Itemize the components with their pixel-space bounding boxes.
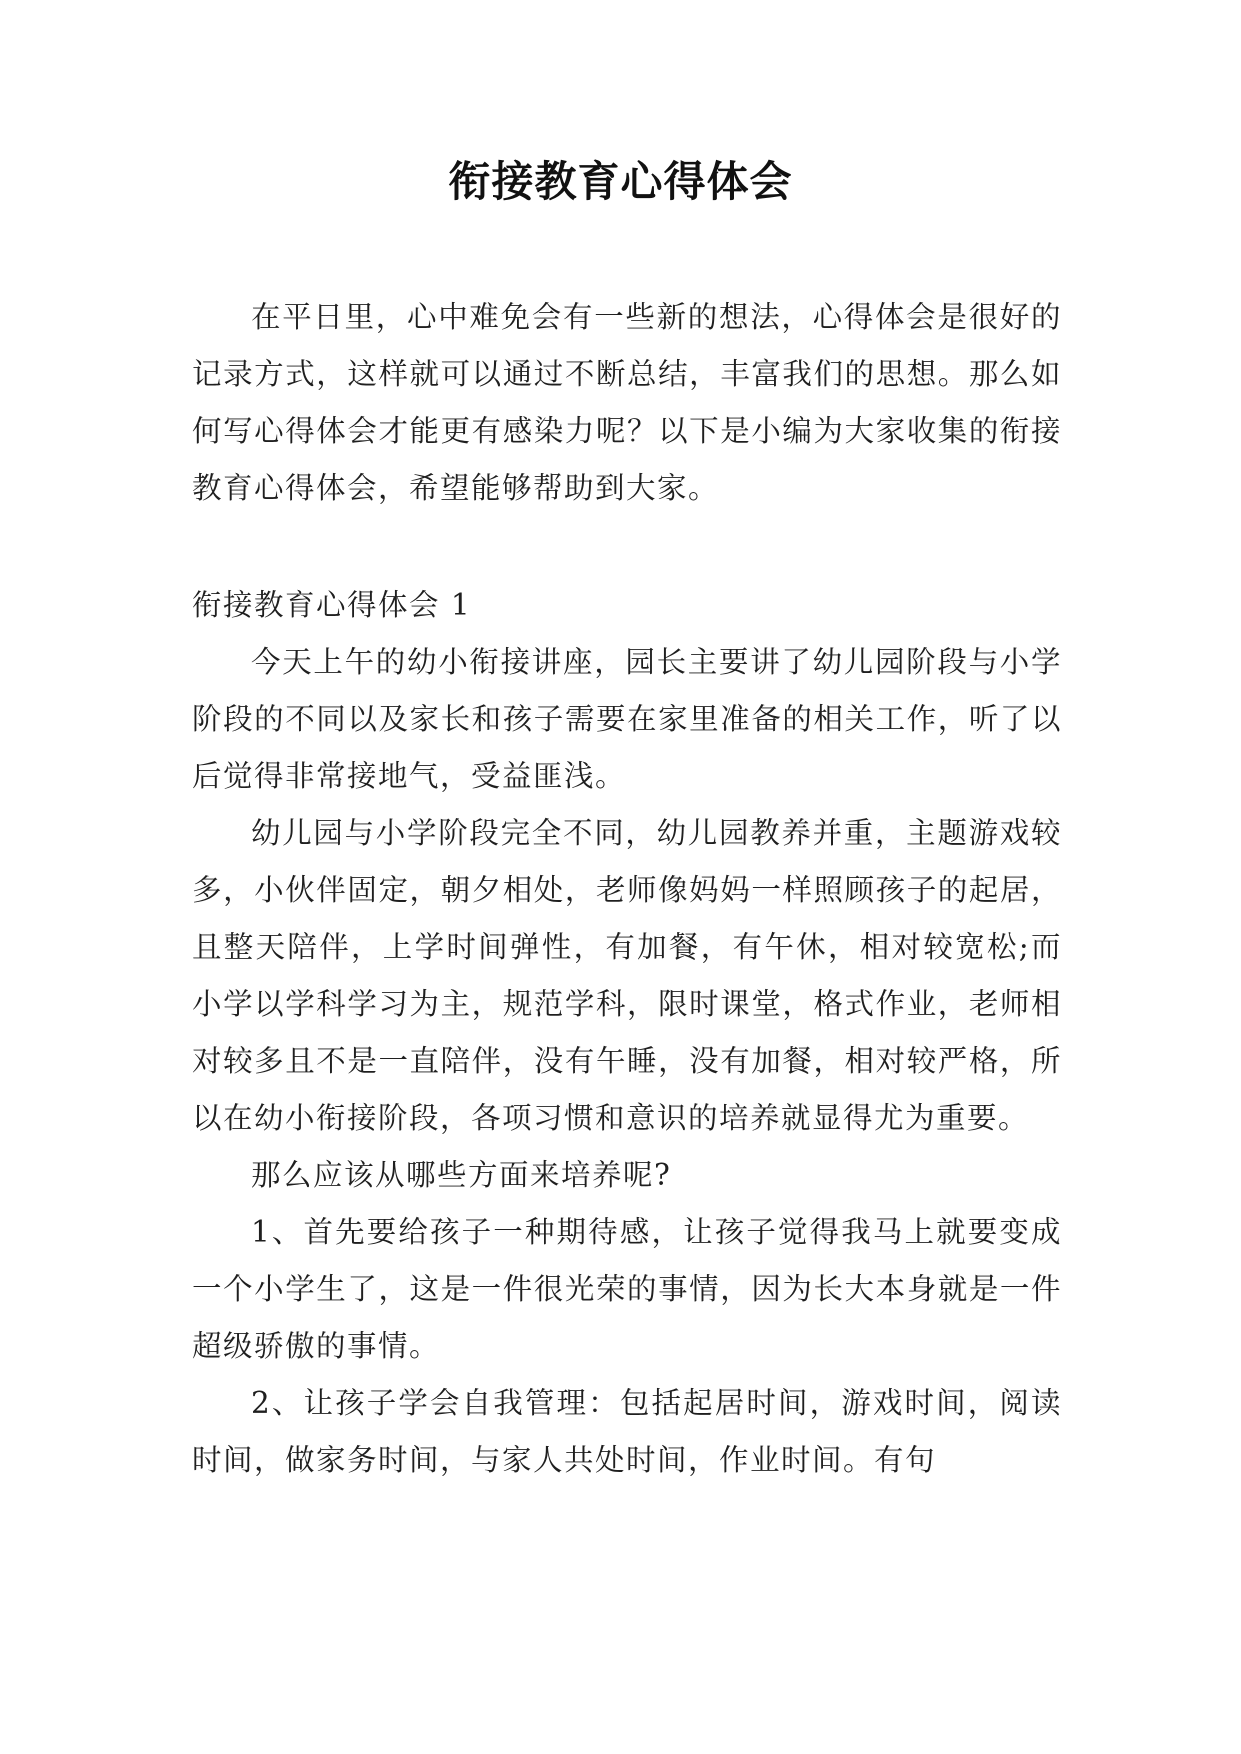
intro-paragraph: 在平日里，心中难免会有一些新的想法，心得体会是很好的记录方式，这样就可以通过不断总结，丰富我们的思想。那么如何写心得体会才能更有感染力呢？以下是小编为大家收集的衔接教育心得体会，希望能够帮助到大家。 — [192, 300, 1062, 505]
document-title: 衔接教育心得体会 — [448, 157, 793, 206]
document-body — [192, 289, 1062, 1489]
list-item-paragraph: 1、首先要给孩子一种期待感，让孩子觉得我马上就要变成一个小学生了，这是一件很光荣的事情，因为长大本身就是一件超级骄傲的事情。 — [192, 1215, 1062, 1363]
section-heading: 衔接教育心得体会 1 — [192, 588, 472, 622]
body-paragraph: 今天上午的幼小衔接讲座，园长主要讲了幼儿园阶段与小学阶段的不同以及家长和孩子需要在家里准备的相关工作，听了以后觉得非常接地气，受益匪浅。 — [192, 645, 1062, 793]
body-paragraph: 幼儿园与小学阶段完全不同，幼儿园教养并重，主题游戏较多，小伙伴固定，朝夕相处，老师像妈妈一样照顾孩子的起居，且整天陪伴，上学时间弹性，有加餐，有午休，相对较宽松;而小学以学科学习为主，规范学科，限时课堂，格式作业，老师相对较多且不是一直陪伴，没有午睡，没有加餐，相对较严格，所以在幼小衔接阶段，各项习惯和意识的培养就显得尤为重要。 — [192, 816, 1062, 1135]
list-item-paragraph: 2、让孩子学会自我管理：包括起居时间，游戏时间，阅读时间，做家务时间，与家人共处时间，作业时间。有句 — [192, 1386, 1062, 1477]
body-paragraph: 那么应该从哪些方面来培养呢? — [251, 1158, 672, 1192]
